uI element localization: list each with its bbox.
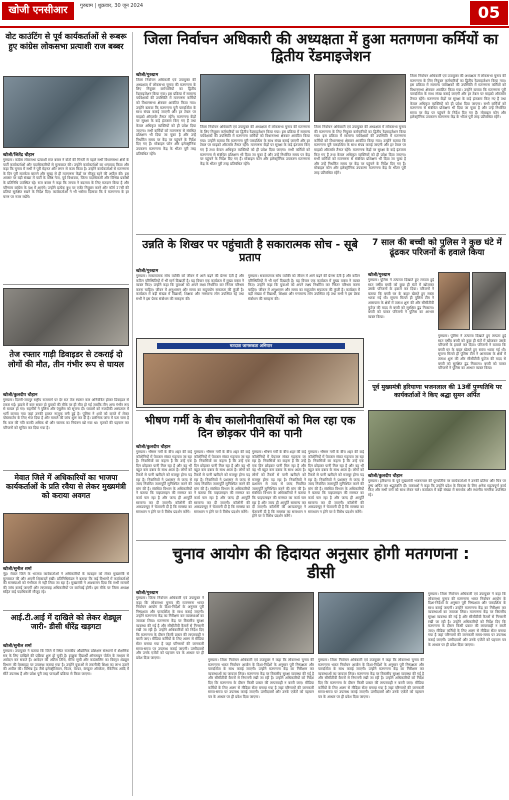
story-body-col-1: गुरुग्राम। भीषण गर्मी के बीच शहर की कई कॉलोनियों में पेयजल संकट गहराता जा रहा है। निवासियों का कहना है कि उन्हें एक दिन छोड़कर पानी मिल रहा है और वह भी बहुत कम दबाव के साथ आता है। लोगों को टैंकरों से पानी खरीदने को मजबूर होना पड़ रहा है। निवासियों ने प्रशासन से जल्द से जल्द नियमित जलापूर्ति सुनिश्चित करने की मांग की है। संबंधित विभाग के अधिकारियों ने बताया कि पाइपलाइन की मरम्मत का कार्य चल रहा है और जल्द ही आपूर्ति सामान्य कर दी जाएगी। कॉलोनी की आरडब्ल्यूए ने चेतावनी दी है कि समस्या का समाधान न होने पर वे विरोध प्रदर्शन करेंगे।	[136, 450, 192, 514]
photo	[143, 353, 359, 405]
story-raj-babbar	[3, 32, 129, 282]
story-body: गुरुग्राम। दिल्ली-जयपुर राष्ट्रीय राजमार्ग पर देर रात तेज रफ्तार कार अनियंत्रित होकर डिवाइडर से टकरा गई। हादसे में कार सवार दो युवकों की मौके पर ही मौत हो गई जबकि तीन अन्य गंभीर रूप से घायल हो गए। राहगीरों ने पुलिस और एंबुलेंस को सूचना दी। घायलों को नजदीकी अस्पताल में भर्ती कराया गया जहां उनकी हालत नाजुक बनी हुई है। पुलिस ने शवों को कब्जे में लेकर पोस्टमार्टम के लिए भेज दिया है और मामले की जांच शुरू कर दी है। प्रारंभिक जांच में पता चला है कि कार की गति काफी अधिक थी और चालक का नियंत्रण खो गया था। मृतकों की पहचान कर परिजनों को सूचित कर दिया गया है।	[3, 398, 129, 430]
photo-banner: मतदाता जागरूकता अभियान	[157, 343, 345, 349]
byline: खोजी/जितेंद्र चौहान	[3, 153, 35, 158]
page-number: 05	[470, 1, 508, 25]
divider	[3, 470, 129, 471]
headline: चुनाव आयोग की हिदायत अनुसार होगी मतगणना : डीसी	[172, 544, 470, 582]
story-bhajanlal	[368, 384, 506, 534]
photo	[3, 76, 129, 148]
headline: उन्नति के शिखर पर पहुंचाती है सकारात्मक सोच - सूबे प्रताप	[142, 238, 358, 264]
story-body-col-3: जिला निर्वाचन अधिकारी एवं उपायुक्त की अध्यक्षता में लोकसभा चुनाव की मतगणना के लिए नियुक्त कर्मचारियों का द्वितीय रेंडमाइजेशन किया गया। इस प्रक्रिया में सामान्य पर्यवेक्षकों की उपस्थिति में मतगणना कर्मियों को विधानसभा क्षेत्रवार आवंटित किया गया। उन्होंने बताया कि मतगणना पूरी पारदर्शिता के साथ संपन्न कराई जाएगी और हर टेबल पर माइक्रो ऑब्जर्वर तैनात रहेंगे। मतगणना केंद्रों पर सुरक्षा के कड़े इंतजाम किए गए हैं तथा केवल अधिकृत व्यक्तियों को ही प्रवेश दिया जाएगा। सभी कर्मियों को मतगणना से संबंधित प्रशिक्षण भी दिया जा चुका है और उन्हें निर्धारित समय पर केंद्र पर पहुंचने के निर्देश दिए गए हैं। मोबाइल फोन और इलेक्ट्रॉनिक उपकरण मतगणना केंद्र के भीतर पूरी तरह प्रतिबंधित रहेंगे।	[314, 125, 406, 175]
divider	[136, 234, 506, 235]
story-body-col-2: गुरुग्राम। सकारात्मक सोच व्यक्ति को जीवन में आगे बढ़ने की प्रेरणा देती है और कठिन परिस्थितियों में भी मार्ग दिखाती है। यह विचार एक कार्यक्रम में मुख्य वक्ता ने व्यक्त किए। उन्होंने कहा कि युवाओं को अपने लक्ष्य निर्धारित कर निरंतर परिश्रम करना चाहिए। जीवन में अनुशासन और समय का सदुपयोग सफलता की कुंजी है। कार्यक्रम में बड़ी संख्या में विद्यार्थी, शिक्षक और गणमान्य लोग उपस्थित रहे तथा सभी ने इस प्रेरक संबोधन की सराहना की।	[248, 274, 360, 301]
headline: 7 साल की बच्ची को पुलिस ने कुछ घंटे में ढूंढकर परिजनों के हवाले किया	[372, 238, 502, 258]
divider	[136, 540, 506, 541]
story-body-col-2: गुरुग्राम। पुलिस ने तत्परता दिखाते हुए लापता हुई सात वर्षीय बच्ची को कुछ ही घंटों में खोजकर उसके परिजनों के हवाले कर दिया। परिजनों ने बताया कि बच्ची घर के बाहर खेलते हुए रास्ता भटक गई थी। सूचना मिलते ही पुलिस टीम ने आसपास के क्षेत्रों में तलाश शुरू की और सीसीटीवी फुटेज की मदद से बच्ची को सुरक्षित ढूंढ निकाला। बच्ची को पाकर परिजनों ने पुलिस का आभार व्यक्त किया।	[438, 334, 506, 371]
story-body-col-2: गुरुग्राम। जिला निर्वाचन अधिकारी एवं उपायुक्त ने कहा कि लोकसभा चुनाव की मतगणना भारत निर्वाचन आयोग के दिशा-निर्देशों के अनुसार पूरी निष्पक्षता और पारदर्शिता के साथ कराई जाएगी। उन्होंने मतगणना केंद्र का निरीक्षण कर व्यवस्थाओं का जायजा लिया। मतगणना केंद्र पर त्रिस्तरीय सुरक्षा व्यवस्था की गई है और सीसीटीवी कैमरों से निगरानी रखी जा रही है। उन्होंने अधिकारियों को निर्देश दिए कि मतगणना के दौरान किसी प्रकार की लापरवाही न बरती जाए। मीडिया कर्मियों के लिए अलग से मीडिया सेंटर बनाया गया है जहां परिणामों की जानकारी समय-समय पर उपलब्ध कराई जाएगी। उम्मीदवारों और उनके एजेंटों को पहचान पत्र के आधार पर ही प्रवेश दिया जाएगा।	[208, 658, 314, 699]
byline: खोजी/गुरुग्राम	[136, 591, 159, 596]
story-body: नूंह। मेवात जिले के भाजपा कार्यकर्ताओं ने अधिकारियों के व्यवहार को लेकर मुख्यमंत्री से मुलाकात की और अपनी शिकायतें रखीं। प्रतिनिधिमंडल ने बताया कि कई विभागों में कार्यकर्ताओं की समस्याओं को गंभीरता से नहीं लिया जा रहा है। मुख्यमंत्री ने आश्वासन दिया कि सभी मामलों की जांच कराई जाएगी और लापरवाह अधिकारियों पर कार्रवाई होगी। इस मौके पर जिला अध्यक्ष सहित कई पदाधिकारी मौजूद रहे।	[3, 572, 129, 595]
byline: खोजी/कुलदीप चौहान	[3, 393, 38, 398]
story-body-col-2: जिला निर्वाचन अधिकारी एवं उपायुक्त की अध्यक्षता में लोकसभा चुनाव की मतगणना के लिए नियुक्त कर्मचारियों का द्वितीय रेंडमाइजेशन किया गया। इस प्रक्रिया में सामान्य पर्यवेक्षकों की उपस्थिति में मतगणना कर्मियों को विधानसभा क्षेत्रवार आवंटित किया गया। उन्होंने बताया कि मतगणना पूरी पारदर्शिता के साथ संपन्न कराई जाएगी और हर टेबल पर माइक्रो ऑब्जर्वर तैनात रहेंगे। मतगणना केंद्रों पर सुरक्षा के कड़े इंतजाम किए गए हैं तथा केवल अधिकृत व्यक्तियों को ही प्रवेश दिया जाएगा। सभी कर्मियों को मतगणना से संबंधित प्रशिक्षण भी दिया जा चुका है और उन्हें निर्धारित समय पर केंद्र पर पहुंचने के निर्देश दिए गए हैं। मोबाइल फोन और इलेक्ट्रॉनिक उपकरण मतगणना केंद्र के भीतर पूरी तरह प्रतिबंधित रहेंगे।	[200, 125, 310, 166]
byline: खोजी/सुनील शर्मा	[3, 644, 32, 649]
byline: खोजी/गुरुग्राम	[136, 73, 159, 78]
headline: पूर्व मुख्यमंत्री हरियाणा भजनलाल की 13वीं पुण्यतिथि पर कार्यकर्ताओं ने किए श्रद्धा सुमन अर्पित	[372, 384, 502, 399]
story-body: गुरुग्राम। सकारात्मक सोच व्यक्ति को जीवन में आगे बढ़ने की प्रेरणा देती है और कठिन परिस्थितियों में भी मार्ग दिखाती है। यह विचार एक कार्यक्रम में मुख्य वक्ता ने व्यक्त किए। उन्होंने कहा कि युवाओं को अपने लक्ष्य निर्धारित कर निरंतर परिश्रम करना चाहिए। जीवन में अनुशासन और समय का सदुपयोग सफलता की कुंजी है। कार्यक्रम में बड़ी संख्या में विद्यार्थी, शिक्षक और गणमान्य लोग उपस्थित रहे तथा सभी ने इस प्रेरक संबोधन की सराहना की।	[136, 274, 244, 301]
photo	[438, 272, 470, 330]
story-body-col-3: गुरुग्राम। भीषण गर्मी के बीच शहर की कई कॉलोनियों में पेयजल संकट गहराता जा रहा है। निवासियों का कहना है कि उन्हें एक दिन छोड़कर पानी मिल रहा है और वह भी बहुत कम दबाव के साथ आता है। लोगों को टैंकरों से पानी खरीदने को मजबूर होना पड़ रहा है। निवासियों ने प्रशासन से जल्द से जल्द नियमित जलापूर्ति सुनिश्चित करने की मांग की है। संबंधित विभाग के अधिकारियों ने बताया कि पाइपलाइन की मरम्मत का कार्य चल रहा है और जल्द ही आपूर्ति सामान्य कर दी जाएगी। कॉलोनी की आरडब्ल्यूए ने चेतावनी दी है कि समस्या का समाधान न होने पर वे विरोध प्रदर्शन करेंगे।	[252, 450, 306, 519]
story-body-col-1: जिला निर्वाचन अधिकारी एवं उपायुक्त की अध्यक्षता में लोकसभा चुनाव की मतगणना के लिए नियुक्त कर्मचारियों का द्वितीय रेंडमाइजेशन किया गया। इस प्रक्रिया में सामान्य पर्यवेक्षकों की उपस्थिति में मतगणना कर्मियों को विधानसभा क्षेत्रवार आवंटित किया गया। उन्होंने बताया कि मतगणना पूरी पारदर्शिता के साथ संपन्न कराई जाएगी और हर टेबल पर माइक्रो ऑब्जर्वर तैनात रहेंगे। मतगणना केंद्रों पर सुरक्षा के कड़े इंतजाम किए गए हैं तथा केवल अधिकृत व्यक्तियों को ही प्रवेश दिया जाएगा। सभी कर्मियों को मतगणना से संबंधित प्रशिक्षण भी दिया जा चुका है और उन्हें निर्धारित समय पर केंद्र पर पहुंचने के निर्देश दिए गए हैं। मोबाइल फोन और इलेक्ट्रॉनिक उपकरण मतगणना केंद्र के भीतर पूरी तरह प्रतिबंधित रहेंगे।	[136, 78, 196, 156]
headline: आई.टी.आई में दाखिले को लेकर शेड्यूल जारी- डीसी धीरेंद्र खड़गटा	[10, 613, 122, 631]
event-photo	[136, 338, 364, 408]
masthead	[0, 0, 509, 28]
photo	[368, 410, 506, 470]
story-body: गुरुग्राम। उपायुक्त ने बताया कि जिले में स्थित राजकीय औद्योगिक प्रशिक्षण संस्थानों में शैक्षणिक सत्र के लिए दाखिले की प्रक्रिया शुरू हो चुकी है। इच्छुक विद्यार्थी ऑनलाइन पोर्टल के माध्यम से आवेदन कर सकते हैं। आवेदन की अंतिम तिथि, मेरिट सूची और काउंसलिंग का विस्तृत शेड्यूल विभाग की वेबसाइट पर उपलब्ध कराया गया है। उन्होंने युवाओं से तकनीकी शिक्षा का लाभ उठाने की अपील की। विभिन्न ट्रेड जैसे इलेक्ट्रीशियन, फिटर, वेल्डर, कंप्यूटर ऑपरेटर, मैकेनिक आदि में सीटें उपलब्ध हैं और प्रवेश पूरी तरह पारदर्शी प्रक्रिया से किया जाएगा।	[3, 649, 129, 676]
story-body: गुरुग्राम। पुलिस ने तत्परता दिखाते हुए लापता हुई सात वर्षीय बच्ची को कुछ ही घंटों में खोजकर उसके परिजनों के हवाले कर दिया। परिजनों ने बताया कि बच्ची घर के बाहर खेलते हुए रास्ता भटक गई थी। सूचना मिलते ही पुलिस टीम ने आसपास के क्षेत्रों में तलाश शुरू की और सीसीटीवी फुटेज की मदद से बच्ची को सुरक्षित ढूंढ निकाला। बच्ची को पाकर परिजनों ने पुलिस का आभार व्यक्त किया।	[368, 278, 434, 319]
story-counting-dc	[136, 544, 506, 798]
photo	[3, 288, 129, 346]
column-divider	[132, 32, 133, 796]
story-mewat	[3, 473, 129, 608]
headline: भीषण गर्मी के बीच कालोनीवासियों को मिल रहा एक दिन छोड़कर पीने का पानी	[144, 414, 356, 440]
headline: वोट काउंटिंग से पूर्व कार्यकर्ताओं से रूबरू हुए कांग्रेस लोकसभा प्रत्याशी राज बब्बर	[5, 32, 127, 51]
divider	[3, 610, 129, 611]
brand-name: खोजी एनसीआर	[2, 2, 74, 20]
story-road-accident	[3, 288, 129, 468]
byline: खोजी/कुलदीप चौहान	[136, 445, 171, 450]
photo	[3, 513, 129, 563]
headline: मेवात जिले में अधिकारियों का भाजपा कार्यकर्ताओं के प्रति रवैया से लेकर मुख्यमंत्री को कराया अवगत	[6, 473, 126, 500]
divider	[136, 410, 364, 411]
story-randomization	[136, 32, 506, 232]
story-body-col-3: गुरुग्राम। जिला निर्वाचन अधिकारी एवं उपायुक्त ने कहा कि लोकसभा चुनाव की मतगणना भारत निर्वाचन आयोग के दिशा-निर्देशों के अनुसार पूरी निष्पक्षता और पारदर्शिता के साथ कराई जाएगी। उन्होंने मतगणना केंद्र का निरीक्षण कर व्यवस्थाओं का जायजा लिया। मतगणना केंद्र पर त्रिस्तरीय सुरक्षा व्यवस्था की गई है और सीसीटीवी कैमरों से निगरानी रखी जा रही है। उन्होंने अधिकारियों को निर्देश दिए कि मतगणना के दौरान किसी प्रकार की लापरवाही न बरती जाए। मीडिया कर्मियों के लिए अलग से मीडिया सेंटर बनाया गया है जहां परिणामों की जानकारी समय-समय पर उपलब्ध कराई जाएगी। उम्मीदवारों और उनके एजेंटों को पहचान पत्र के आधार पर ही प्रवेश दिया जाएगा।	[318, 658, 424, 699]
story-body: गुरुग्राम। कांग्रेस लोकसभा प्रत्याशी राज बब्बर ने वोटों की गिनती से पहले सभी विधानसभा क्षेत्रों के पार्टी कार्यकर्ताओं और पदाधिकारियों से मुलाकात की। उन्होंने कार्यकर्ताओं का धन्यवाद किया और कहा कि चुनाव में सभी ने पूरी मेहनत और लगन से काम किया है। उन्होंने कार्यकर्ताओं से मतगणना के दिन पूरी सतर्कता बरतने और सुबह से ही मतगणना केंद्रों पर मौजूद रहने की अपील की। इस अवसर पर बड़ी संख्या में पार्टी के वरिष्ठ नेता, पूर्व विधायक, जिला पदाधिकारी और विभिन्न प्रकोष्ठों के प्रतिनिधि उपस्थित रहे। राज बब्बर ने कहा कि जनता ने बदलाव के लिए मतदान किया है और परिणाम कांग्रेस के पक्ष में आएंगे। उन्होंने प्रत्येक बूथ पर एजेंट नियुक्त करने और फॉर्म 17सी की प्रतियां सुरक्षित रखने के निर्देश दिए। कार्यकर्ताओं ने भी भरोसा दिलाया कि वे मतगणना के हर चरण पर नजर रखेंगे।	[3, 158, 129, 199]
story-body-col-4: गुरुग्राम। जिला निर्वाचन अधिकारी एवं उपायुक्त ने कहा कि लोकसभा चुनाव की मतगणना भारत निर्वाचन आयोग के दिशा-निर्देशों के अनुसार पूरी निष्पक्षता और पारदर्शिता के साथ कराई जाएगी। उन्होंने मतगणना केंद्र का निरीक्षण कर व्यवस्थाओं का जायजा लिया। मतगणना केंद्र पर त्रिस्तरीय सुरक्षा व्यवस्था की गई है और सीसीटीवी कैमरों से निगरानी रखी जा रही है। उन्होंने अधिकारियों को निर्देश दिए कि मतगणना के दौरान किसी प्रकार की लापरवाही न बरती जाए। मीडिया कर्मियों के लिए अलग से मीडिया सेंटर बनाया गया है जहां परिणामों की जानकारी समय-समय पर उपलब्ध कराई जाएगी। उम्मीदवारों और उनके एजेंटों को पहचान पत्र के आधार पर ही प्रवेश दिया जाएगा।	[428, 592, 506, 647]
divider	[3, 284, 129, 285]
story-body-col-2: गुरुग्राम। भीषण गर्मी के बीच शहर की कई कॉलोनियों में पेयजल संकट गहराता जा रहा है। निवासियों का कहना है कि उन्हें एक दिन छोड़कर पानी मिल रहा है और वह भी बहुत कम दबाव के साथ आता है। लोगों को टैंकरों से पानी खरीदने को मजबूर होना पड़ रहा है। निवासियों ने प्रशासन से जल्द से जल्द नियमित जलापूर्ति सुनिश्चित करने की मांग की है। संबंधित विभाग के अधिकारियों ने बताया कि पाइपलाइन की मरम्मत का कार्य चल रहा है और जल्द ही आपूर्ति सामान्य कर दी जाएगी। कॉलोनी की आरडब्ल्यूए ने चेतावनी दी है कि समस्या का समाधान न होने पर वे विरोध प्रदर्शन करेंगे।	[194, 450, 250, 514]
byline: खोजी/गुरुग्राम	[368, 273, 391, 278]
story-missing-girl	[368, 238, 506, 378]
photo	[314, 74, 406, 122]
story-body: गुरुग्राम। हरियाणा के पूर्व मुख्यमंत्री भजनलाल की पुण्यतिथि पर कार्यकर्ताओं ने उनकी प्रतिमा और चित्र पर पुष्प अर्पित कर श्रद्धांजलि दी। वक्ताओं ने कहा कि उन्होंने प्रदेश के विकास के लिए अनेक महत्वपूर्ण कार्य किए और सभी वर्गों को साथ लेकर चले। कार्यक्रम में बड़ी संख्या में समर्थक और स्थानीय नागरिक उपस्थित रहे।	[368, 479, 506, 497]
story-body-col-4: जिला निर्वाचन अधिकारी एवं उपायुक्त की अध्यक्षता में लोकसभा चुनाव की मतगणना के लिए नियुक्त कर्मचारियों का द्वितीय रेंडमाइजेशन किया गया। इस प्रक्रिया में सामान्य पर्यवेक्षकों की उपस्थिति में मतगणना कर्मियों को विधानसभा क्षेत्रवार आवंटित किया गया। उन्होंने बताया कि मतगणना पूरी पारदर्शिता के साथ संपन्न कराई जाएगी और हर टेबल पर माइक्रो ऑब्जर्वर तैनात रहेंगे। मतगणना केंद्रों पर सुरक्षा के कड़े इंतजाम किए गए हैं तथा केवल अधिकृत व्यक्तियों को ही प्रवेश दिया जाएगा। सभी कर्मियों को मतगणना से संबंधित प्रशिक्षण भी दिया जा चुका है और उन्हें निर्धारित समय पर केंद्र पर पहुंचने के निर्देश दिए गए हैं। मोबाइल फोन और इलेक्ट्रॉनिक उपकरण मतगणना केंद्र के भीतर पूरी तरह प्रतिबंधित रहेंगे।	[410, 74, 506, 120]
divider	[368, 380, 506, 381]
headline: जिला निर्वाचन अधिकारी की अध्यक्षता में हुआ मतगणना कर्मियों का द्वितीय रेंडमाइजेशन	[143, 32, 499, 65]
masthead-info: गुरुग्राम | शुक्रवार, 30 जून 2024	[80, 3, 144, 9]
photo	[472, 272, 506, 330]
photo	[208, 592, 314, 654]
story-positive-thinking	[136, 238, 364, 408]
photo	[318, 592, 424, 654]
headline: तेज रफ्तार गाड़ी डिवाइडर से टकराई दो लोगों की मौत, तीन गंभीर रूप से घायल	[8, 350, 124, 369]
story-body-col-4: गुरुग्राम। भीषण गर्मी के बीच शहर की कई कॉलोनियों में पेयजल संकट गहराता जा रहा है। निवासियों का कहना है कि उन्हें एक दिन छोड़कर पानी मिल रहा है और वह भी बहुत कम दबाव के साथ आता है। लोगों को टैंकरों से पानी खरीदने को मजबूर होना पड़ रहा है। निवासियों ने प्रशासन से जल्द से जल्द नियमित जलापूर्ति सुनिश्चित करने की मांग की है। संबंधित विभाग के अधिकारियों ने बताया कि पाइपलाइन की मरम्मत का कार्य चल रहा है और जल्द ही आपूर्ति सामान्य कर दी जाएगी। कॉलोनी की आरडब्ल्यूए ने चेतावनी दी है कि समस्या का समाधान न होने पर वे विरोध प्रदर्शन करेंगे।	[308, 450, 364, 514]
story-body-col-1: गुरुग्राम। जिला निर्वाचन अधिकारी एवं उपायुक्त ने कहा कि लोकसभा चुनाव की मतगणना भारत निर्वाचन आयोग के दिशा-निर्देशों के अनुसार पूरी निष्पक्षता और पारदर्शिता के साथ कराई जाएगी। उन्होंने मतगणना केंद्र का निरीक्षण कर व्यवस्थाओं का जायजा लिया। मतगणना केंद्र पर त्रिस्तरीय सुरक्षा व्यवस्था की गई है और सीसीटीवी कैमरों से निगरानी रखी जा रही है। उन्होंने अधिकारियों को निर्देश दिए कि मतगणना के दौरान किसी प्रकार की लापरवाही न बरती जाए। मीडिया कर्मियों के लिए अलग से मीडिया सेंटर बनाया गया है जहां परिणामों की जानकारी समय-समय पर उपलब्ध कराई जाएगी। उम्मीदवारों और उनके एजेंटों को पहचान पत्र के आधार पर ही प्रवेश दिया जाएगा।	[136, 596, 204, 660]
byline: खोजी/कुलदीप चौहान	[368, 474, 403, 479]
story-water-shortage	[136, 414, 364, 538]
story-iti-admission	[3, 613, 129, 797]
byline: खोजी/सुनील शर्मा	[3, 567, 32, 572]
byline: खोजी/गुरुग्राम	[136, 269, 159, 274]
photo	[200, 74, 310, 122]
